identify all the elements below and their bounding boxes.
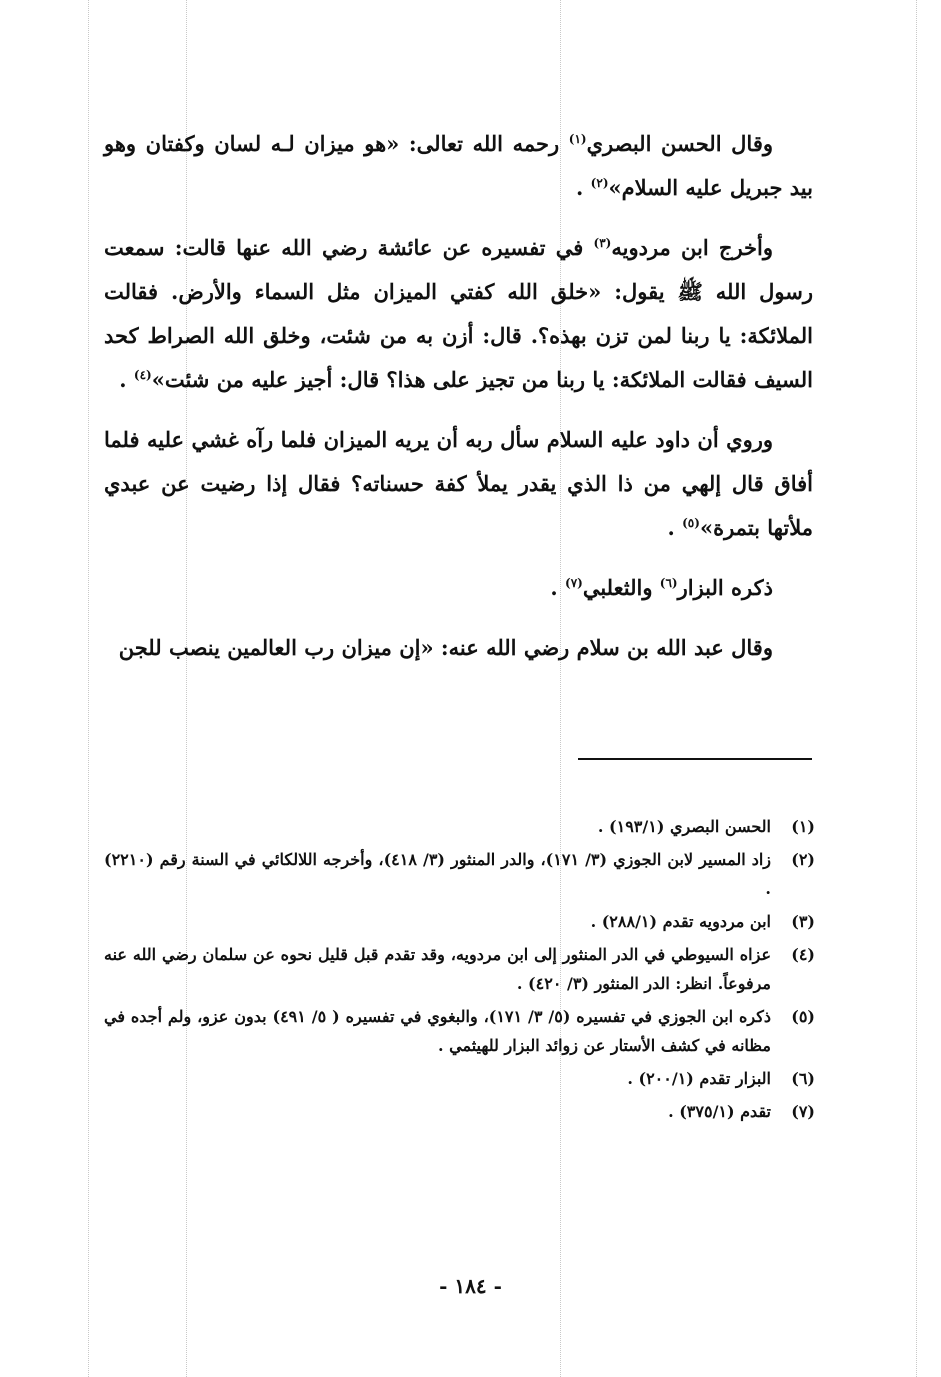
paragraph-text: . [550,575,565,600]
paragraph-text: وقال الحسن البصري [586,131,773,156]
scan-artifact-line [88,0,89,1377]
footnote [104,1097,815,1126]
footnote [104,812,815,841]
paragraph-text: . [119,367,134,392]
footnote [104,845,815,903]
footnotes-list [104,812,815,1130]
footnote-number: (٤) [791,945,815,964]
footnote-text: الحسن البصري (١٩٣/١) . [597,817,771,836]
paragraph [104,418,813,550]
footnote-number: (٣) [791,912,815,931]
paragraph-text: ذكره البزار [677,575,773,600]
footnote-marker: (٢) [590,176,609,190]
footnote-number: (١) [791,817,815,836]
footnote-marker: (٧) [565,576,583,590]
paragraph [104,626,813,670]
main-text-body [104,122,813,686]
page-number: - ١٨٤ - [439,1274,502,1298]
paragraph [104,122,813,210]
paragraph [104,566,813,610]
footnote-text: تقدم (٣٧٥/١) . [668,1102,771,1121]
paragraph-text: وروي أن داود عليه السلام سأل ربه أن يريه الميزان فلما رآه غشي عليه فلما أفاق قال إلهي من ذا الذي يقدر يملأ كفة حسناته؟ فقال إذا رضيت عن عبدي ملأتها بتمرة» [104,427,813,540]
footnote-text: ذكره ابن الجوزي في تفسيره (٥/ ٣/ ١٧١)، والبغوي في تفسيره ( ٥/ ٤٩١) بدون عزو، ولم أجده في مظانه في كشف الأستار عن زوائد البزار للهيثمي . [104,1007,771,1055]
footnote-text: عزاه السيوطي في الدر المنثور إلى ابن مردويه، وقد تقدم قبل قليل نحوه عن سلمان رضي الله عنه مرفوعاً. انظر: الدر المنثور (٣/ ٤٢٠) . [104,945,771,993]
paragraph-text: . [576,175,591,200]
footnote-marker: (٤) [133,368,152,382]
footnote-separator [578,758,812,760]
footnote-number: (٥) [791,1007,815,1026]
footnote [104,907,815,936]
paragraph-text: والثعلبي [582,575,660,600]
footnote-text: ابن مردويه تقدم (٢٨٨/١) . [590,912,771,931]
paragraph-text: رحمه الله تعالى: «هو ميزان لـه لسان وكفتان وهو بيد جبريل عليه السلام» [104,131,813,200]
paragraph-text: . [667,515,683,540]
paragraph-text: وقال عبد الله بن سلام رضي الله عنه: «إن ميزان رب العالمين ينصب للجن [118,635,773,660]
footnote-marker: (٥) [682,516,700,530]
paragraph-text: في تفسيره عن عائشة رضي الله عنها قالت: سمعت رسول الله ﷺ يقول: «خلق الله كفتي الميزان مثل السماء والأرض. فقالت الملائكة: يا ربنا لمن تزن بهذه؟. قال: أزن به من شئت، وخلق الله الصراط كحد السيف فقالت الملائكة: يا ربنا من تجيز على هذا؟ قال: أجيز عليه من شئت» [104,235,813,392]
paragraph-text: وأخرج ابن مردويه [611,235,774,260]
footnote-marker: (١) [568,132,587,146]
footnote-number: (٧) [791,1102,815,1121]
footnote-number: (٢) [791,850,815,869]
paragraph [104,226,813,402]
footnote-text: البزار تقدم (٢٠٠/١) . [627,1069,771,1088]
footnote [104,1002,815,1060]
footnote [104,940,815,998]
footnote [104,1064,815,1093]
scan-artifact-line [916,0,917,1377]
footnote-marker: (٣) [593,236,612,250]
footnote-number: (٦) [791,1069,815,1088]
footnote-marker: (٦) [659,576,678,590]
footnote-text: زاد المسير لابن الجوزي (٣/ ١٧١)، والدر المنثور (٣/ ٤١٨)، وأخرجه اللالكائي في السنة رقم (٢٢١٠) . [104,850,771,898]
